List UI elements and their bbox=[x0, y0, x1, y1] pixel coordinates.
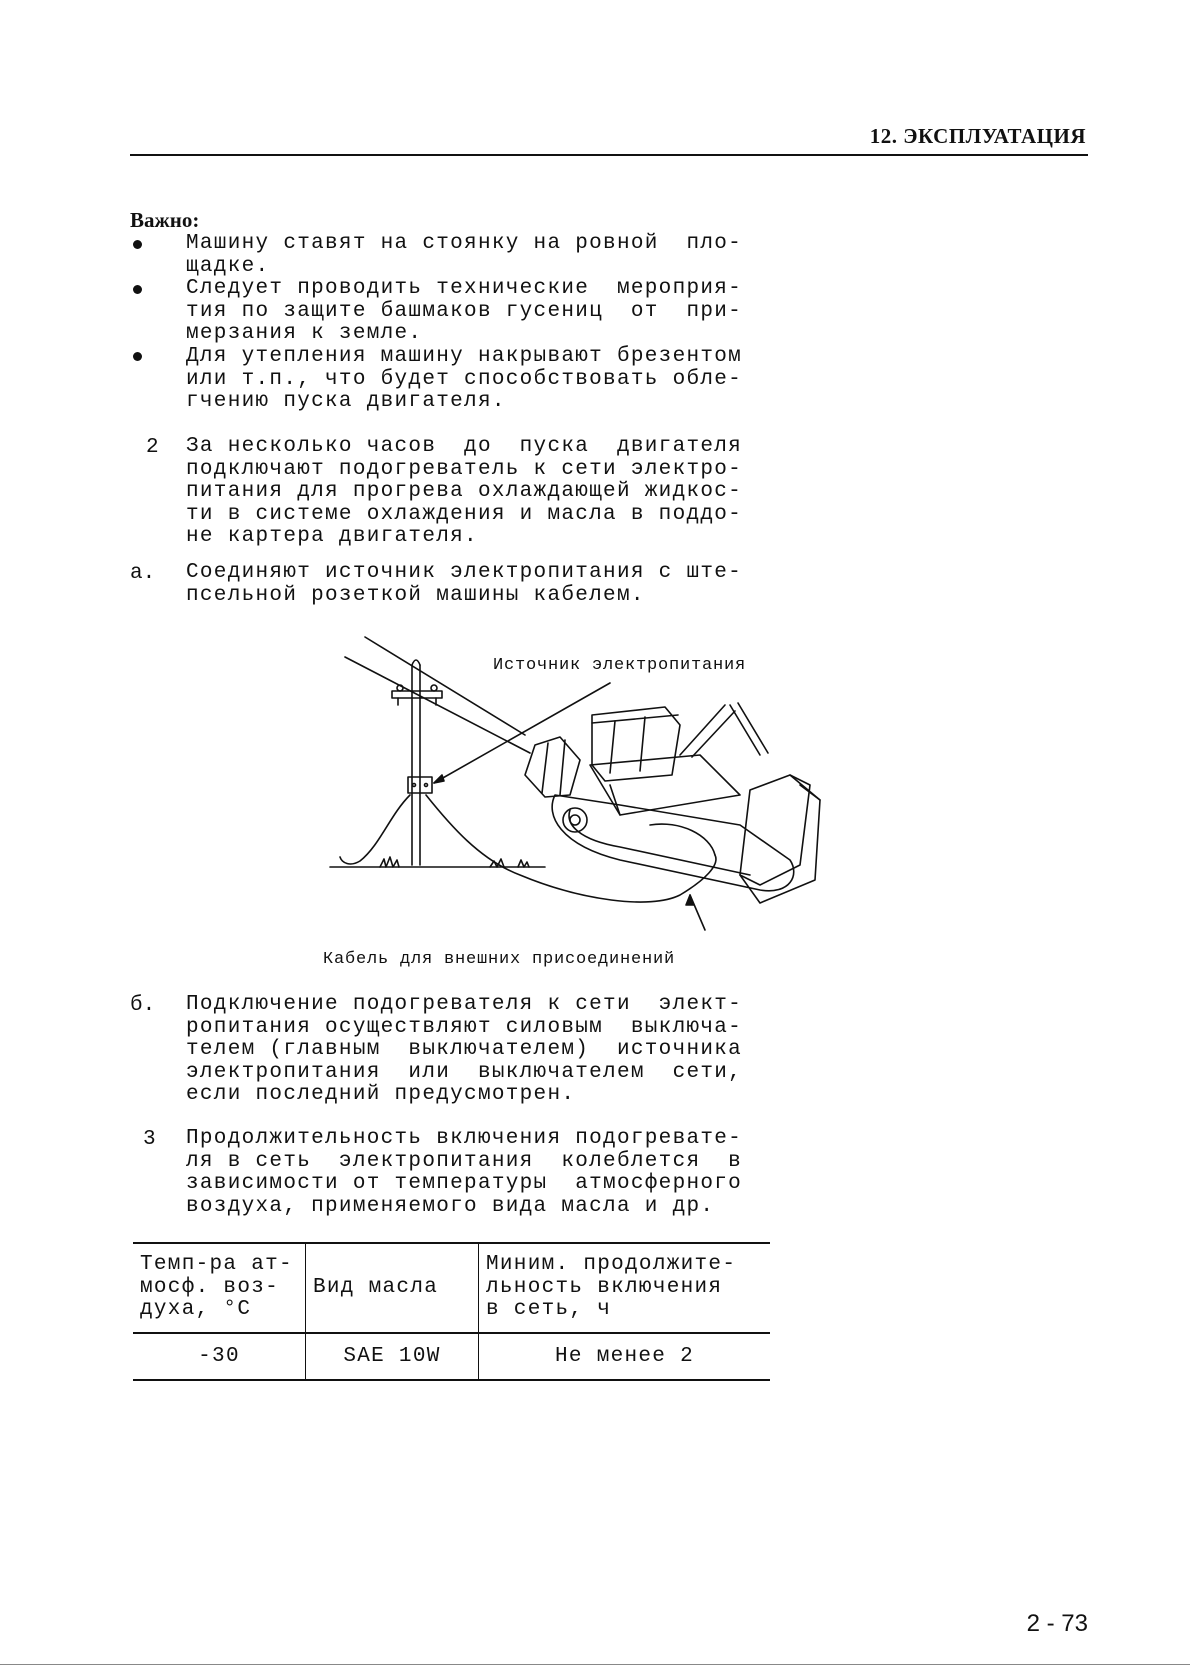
col-header-duration: Миним. продолжите- льность включения в сеть, ч bbox=[479, 1243, 771, 1333]
bullet-icon bbox=[133, 240, 142, 249]
page-header-title: 12. ЭКСПЛУАТАЦИЯ bbox=[869, 124, 1086, 148]
bullet-icon bbox=[133, 352, 142, 361]
heater-duration-table bbox=[133, 1242, 770, 1381]
table-header-row bbox=[133, 1243, 770, 1333]
col-header-oil-type: Вид масла bbox=[306, 1243, 479, 1333]
bullet-icon bbox=[133, 285, 142, 294]
important-label: Важно: bbox=[130, 208, 200, 232]
external-cable-label: Кабель для внешних присоединений bbox=[323, 950, 676, 969]
important-bullet-2: Следует проводить технические мероприя- тия по защите башмаков гусениц от при- мерзания к земле. bbox=[186, 277, 743, 346]
cell-oil-type: SAE 10W bbox=[306, 1333, 479, 1380]
step-a-marker: а. bbox=[130, 562, 156, 585]
step-b-text: Подключение подогревателя к сети элект- ропитания осуществляют силовым выключа- телем (главным выключателем) источника электропитания или выключателем сети, если последний предусмотрен. bbox=[186, 993, 743, 1107]
page-number: 2 - 73 bbox=[1026, 1610, 1088, 1637]
step-b-marker: б. bbox=[130, 994, 156, 1017]
important-bullet-1: Машину ставят на стоянку на ровной пло- щадке. bbox=[186, 232, 743, 278]
cell-duration: Не менее 2 bbox=[479, 1333, 771, 1380]
important-bullet-3: Для утепления машину накрывают брезентом или т.п., что будет способствовать обле- гчению пуска двигателя. bbox=[186, 345, 743, 414]
heater-connection-illustration bbox=[320, 625, 880, 985]
power-source-label: Источник электропитания bbox=[493, 656, 747, 675]
step-3-marker: 3 bbox=[143, 1128, 156, 1151]
step-2-marker: 2 bbox=[146, 436, 159, 459]
step-a-text: Соединяют источник электропитания с ште- псельной розеткой машины кабелем. bbox=[186, 561, 743, 607]
table-row bbox=[133, 1333, 770, 1380]
step-2-text: За несколько часов до пуска двигателя подключают подогреватель к сети электро- питания для прогрева охлаждающей жидкос- ти в системе охлаждения и масла в поддо- не картера двигателя. bbox=[186, 435, 743, 549]
bottom-rule bbox=[0, 1664, 1190, 1665]
step-3-text: Продолжительность включения подогревате- ля в сеть электропитания колеблется в зависимости от температуры атмосферного воздуха, применяемого вида масла и др. bbox=[186, 1127, 743, 1218]
cell-temperature: -30 bbox=[133, 1333, 306, 1380]
header-rule bbox=[130, 154, 1088, 156]
col-header-temperature: Темп-ра ат- мосф. воз- духа, °C bbox=[133, 1243, 306, 1333]
